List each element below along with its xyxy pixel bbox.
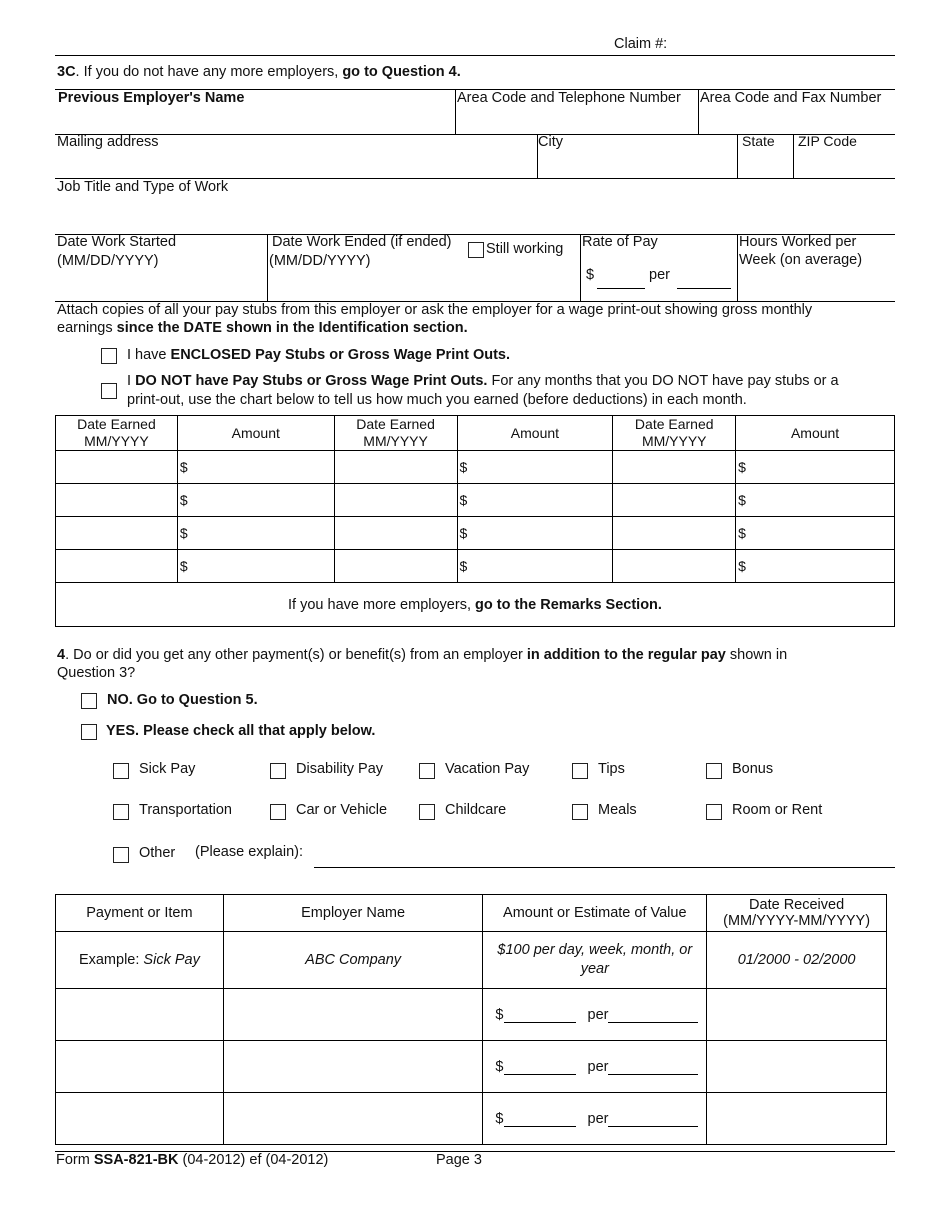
date-received-header: Date Received (MM/YYYY-MM/YYYY): [707, 895, 887, 932]
amount-cell[interactable]: $: [457, 517, 613, 550]
earnings-table: [55, 415, 895, 627]
vacation-pay-checkbox[interactable]: [419, 763, 435, 779]
table-row: [56, 1093, 887, 1145]
payments-table: [55, 894, 887, 1145]
payment-item-cell[interactable]: [56, 1041, 224, 1093]
city-field[interactable]: City: [538, 134, 563, 150]
room-rent-label: Room or Rent: [732, 802, 823, 818]
disability-pay-label: Disability Pay: [296, 761, 384, 777]
bonus-label: Bonus: [732, 761, 774, 777]
date-started-label: Date Work Started: [57, 234, 177, 250]
date-ended-format[interactable]: (MM/DD/YYYY): [269, 253, 371, 269]
hours-label-2[interactable]: Week (on average): [739, 252, 863, 268]
table-header: [56, 895, 887, 932]
enclosed-label: I have ENCLOSED Pay Stubs or Gross Wage Print Outs.: [127, 347, 510, 363]
sick-pay-label: Sick Pay: [139, 761, 196, 777]
table-footer-row: [56, 583, 895, 627]
amount-header: Amount: [177, 416, 334, 451]
question-4-heading-2: Question 3?: [57, 665, 136, 681]
example-date: 01/2000 - 02/2000: [707, 932, 887, 989]
rate-per-label: per: [649, 267, 670, 283]
state-field[interactable]: State: [742, 133, 775, 149]
no-checkbox[interactable]: [81, 693, 97, 709]
table-header: [56, 416, 895, 451]
payment-item-header: Payment or Item: [56, 895, 224, 932]
example-amount: $100 per day, week, month, or year: [483, 932, 707, 989]
vacation-pay-label: Vacation Pay: [445, 761, 530, 777]
amount-header: Amount: [736, 416, 895, 451]
amount-cell[interactable]: $: [736, 451, 895, 484]
employer-name-cell[interactable]: [223, 1093, 483, 1145]
date-cell[interactable]: [334, 550, 457, 583]
date-cell[interactable]: [56, 550, 178, 583]
date-cell[interactable]: [613, 451, 736, 484]
room-rent-checkbox[interactable]: [706, 804, 722, 820]
table-row: [56, 451, 895, 484]
enclosed-checkbox[interactable]: [101, 348, 117, 364]
yes-label: YES. Please check all that apply below.: [106, 723, 376, 739]
table-row: [56, 1041, 887, 1093]
still-working-label: Still working: [486, 241, 564, 257]
childcare-checkbox[interactable]: [419, 804, 435, 820]
disability-pay-checkbox[interactable]: [270, 763, 286, 779]
date-earned-header: Date Earned MM/YYYY: [334, 416, 457, 451]
other-checkbox[interactable]: [113, 847, 129, 863]
rate-of-pay-label: Rate of Pay: [582, 234, 658, 250]
amount-cell[interactable]: $: [177, 550, 334, 583]
childcare-label: Childcare: [445, 802, 507, 818]
date-cell[interactable]: [334, 484, 457, 517]
amount-cell[interactable]: $: [177, 517, 334, 550]
divider: [55, 55, 895, 56]
employer-name-field[interactable]: Previous Employer's Name: [58, 90, 245, 106]
amount-cell[interactable]: $: [736, 517, 895, 550]
date-received-cell[interactable]: [707, 1093, 887, 1145]
date-cell[interactable]: [56, 484, 178, 517]
other-label: Other: [139, 845, 176, 861]
rate-period-field[interactable]: [677, 288, 731, 289]
example-row: [56, 932, 887, 989]
not-enclosed-label: I DO NOT have Pay Stubs or Gross Wage Print Outs. For any months that you DO NOT have pay stubs or a: [127, 373, 839, 389]
amount-cell[interactable]: $: [736, 550, 895, 583]
amount-header: Amount: [457, 416, 613, 451]
tips-checkbox[interactable]: [572, 763, 588, 779]
employer-name-cell[interactable]: [223, 989, 483, 1041]
mailing-address-field[interactable]: Mailing address: [57, 134, 159, 150]
table-row: [56, 517, 895, 550]
date-cell[interactable]: [613, 550, 736, 583]
table-row: [56, 484, 895, 517]
date-cell[interactable]: [613, 484, 736, 517]
date-cell[interactable]: [56, 451, 178, 484]
amount-cell[interactable]: $: [736, 484, 895, 517]
amount-cell[interactable]: $: [457, 451, 613, 484]
date-cell[interactable]: [334, 451, 457, 484]
hours-label: Hours Worked per: [739, 234, 857, 250]
date-cell[interactable]: [56, 517, 178, 550]
yes-checkbox[interactable]: [81, 724, 97, 740]
employer-name-cell[interactable]: [223, 1041, 483, 1093]
tips-label: Tips: [598, 761, 625, 777]
meals-checkbox[interactable]: [572, 804, 588, 820]
zip-field[interactable]: ZIP Code: [798, 133, 857, 149]
employer-name-header: Employer Name: [223, 895, 483, 932]
attach-instructions: Attach copies of all your pay stubs from this employer or ask the employer for a wage print-out showing gross monthly: [57, 302, 813, 318]
bonus-checkbox[interactable]: [706, 763, 722, 779]
other-explain-label: (Please explain):: [195, 844, 303, 860]
other-explain-field[interactable]: [314, 867, 895, 868]
question-3c-heading: 3C. If you do not have any more employers, go to Question 4.: [57, 64, 461, 80]
amount-cell[interactable]: $: [177, 484, 334, 517]
attach-instructions-2: earnings since the DATE shown in the Identification section.: [57, 320, 468, 336]
table-row: [56, 989, 887, 1041]
amount-cell[interactable]: $: [457, 484, 613, 517]
payment-item-cell[interactable]: [56, 989, 224, 1041]
date-earned-header: Date Earned MM/YYYY: [56, 416, 178, 451]
date-cell[interactable]: [613, 517, 736, 550]
car-vehicle-checkbox[interactable]: [270, 804, 286, 820]
amount-cell[interactable]: $ per: [483, 1093, 707, 1145]
still-working-checkbox[interactable]: [468, 242, 484, 258]
example-item: Example: Sick Pay: [56, 932, 224, 989]
page-number: Page 3: [436, 1152, 482, 1168]
sick-pay-checkbox[interactable]: [113, 763, 129, 779]
transportation-label: Transportation: [139, 802, 232, 818]
not-enclosed-checkbox[interactable]: [101, 383, 117, 399]
not-enclosed-label-2: print-out, use the chart below to tell us how much you earned (before deductions) in each month.: [127, 392, 747, 408]
transportation-checkbox[interactable]: [113, 804, 129, 820]
amount-cell[interactable]: $: [177, 451, 334, 484]
example-employer: ABC Company: [223, 932, 483, 989]
fax-field[interactable]: Area Code and Fax Number: [700, 90, 882, 106]
claim-label: Claim #:: [614, 36, 668, 52]
date-earned-header: Date Earned MM/YYYY: [613, 416, 736, 451]
meals-label: Meals: [598, 802, 637, 818]
date-cell[interactable]: [334, 517, 457, 550]
phone-field[interactable]: Area Code and Telephone Number: [457, 90, 681, 106]
date-ended-label: Date Work Ended (if ended): [272, 234, 452, 250]
car-vehicle-label: Car or Vehicle: [296, 802, 388, 818]
date-received-cell[interactable]: [707, 989, 887, 1041]
amount-cell[interactable]: $: [457, 550, 613, 583]
table-row: [56, 550, 895, 583]
amount-cell[interactable]: $ per: [483, 1041, 707, 1093]
amount-value-header: Amount or Estimate of Value: [483, 895, 707, 932]
amount-cell[interactable]: $ per: [483, 989, 707, 1041]
rate-dollar-sign: $: [586, 267, 595, 283]
question-4-heading: 4. Do or did you get any other payment(s) or benefit(s) from an employer in addition to the regular pay shown in: [57, 647, 788, 663]
job-title-field[interactable]: Job Title and Type of Work: [57, 179, 229, 195]
date-received-cell[interactable]: [707, 1041, 887, 1093]
more-employers-note: If you have more employers, go to the Remarks Section.: [56, 583, 895, 627]
no-label: NO. Go to Question 5.: [107, 692, 258, 708]
payment-item-cell[interactable]: [56, 1093, 224, 1145]
rate-amount-field[interactable]: [597, 288, 645, 289]
form-number: Form SSA-821-BK (04-2012) ef (04-2012): [56, 1152, 329, 1168]
date-started-format[interactable]: (MM/DD/YYYY): [57, 253, 159, 269]
